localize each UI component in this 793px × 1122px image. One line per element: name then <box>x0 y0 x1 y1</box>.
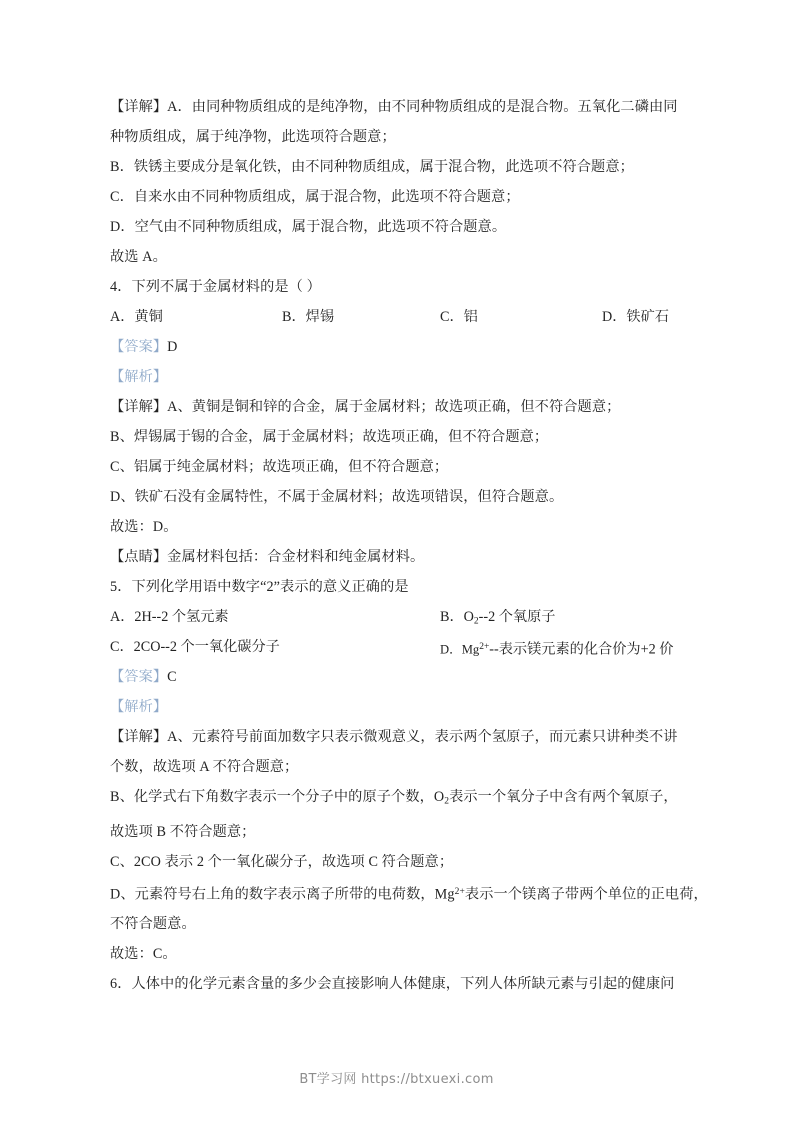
q5-option-d-prefix: D．Mg <box>440 642 480 657</box>
q4-answer-label: 【答案】 <box>110 339 168 355</box>
q5-options-row-2 <box>110 632 685 662</box>
q5-option-b-prefix: B．O <box>440 609 474 625</box>
q5-answer-label: 【答案】 <box>110 669 168 685</box>
q4-highlight-text: 金属材料包括：合金材料和纯金属材料。 <box>167 549 425 565</box>
q4-options-row <box>110 302 685 332</box>
q3-explanation-line-3: B．铁锈主要成分是氧化铁，由不同种物质组成，属于混合物，此选项不符合题意； <box>110 159 634 175</box>
q5-explanation-line-1: 【详解】A、元素符号前面加数字只表示微观意义，表示两个氢原子，而元素只讲种类不讲 <box>110 729 678 745</box>
q5-explanation-line-6 <box>110 877 708 910</box>
q6-stem: 6．人体中的化学元素含量的多少会直接影响人体健康，下列人体所缺元素与引起的健康问 <box>110 976 675 993</box>
q4-conclusion: 故选：D。 <box>110 519 178 535</box>
q4-explanation-line-3: C、铝属于纯金属材料；故选项正确，但不符合题意； <box>110 459 449 475</box>
document-content <box>110 92 708 999</box>
q4-highlight-row <box>110 542 685 572</box>
q3-explanation-line-1: 【详解】A．由同种物质组成的是纯净物，由不同种物质组成的是混合物。五氧化二磷由同 <box>110 99 678 115</box>
q4-stem: 4．下列不属于金属材料的是（ ） <box>110 279 321 295</box>
q4-analysis-row <box>110 362 685 392</box>
page-watermark: BT学习网 https://btxuexi.com <box>299 1072 494 1087</box>
q5-explanation-line-6-suffix: 表示一个镁离子带两个单位的正电荷， <box>464 886 708 903</box>
q5-options-row-1 <box>110 602 685 632</box>
q5-option-b-subscript: 2 <box>473 616 479 627</box>
q5-option-d-suffix: --表示镁元素的化合价为+2 价 <box>489 641 674 658</box>
q3-explanation-line-5: D．空气由不同种物质组成，属于混合物，此选项不符合题意。 <box>110 219 507 235</box>
q5-explanation-line-3-prefix: B、化学式右下角数字表示一个分子中的原子个数，O <box>110 789 445 805</box>
q5-explanation-line-6-superscript: 2+ <box>454 886 465 897</box>
q5-analysis-row <box>110 692 685 722</box>
q4-option-c[interactable]: C．铝 <box>440 309 478 325</box>
q5-explanation-line-3-subscript: 2 <box>444 796 450 807</box>
q4-analysis-label: 【解析】 <box>110 369 168 385</box>
q3-explanation-line-2: 种物质组成，属于纯净物，此选项符合题意； <box>110 129 396 145</box>
q5-option-d[interactable] <box>440 632 673 665</box>
q5-analysis-label: 【解析】 <box>110 699 168 715</box>
q4-explanation-line-1: 【详解】A、黄铜是铜和锌的合金，属于金属材料；故选项正确，但不符合题意； <box>110 399 621 415</box>
q5-explanation-line-3-suffix: 表示一个氧分子中含有两个氧原子， <box>449 789 678 805</box>
q5-explanation-line-5: C、2CO 表示 2 个一氧化碳分子，故选项 C 符合题意； <box>110 853 454 870</box>
q4-highlight-label: 【点睛】 <box>110 549 168 565</box>
q5-explanation-line-4: 故选项 B 不符合题意； <box>110 823 256 840</box>
q4-option-d[interactable]: D．铁矿石 <box>602 309 669 325</box>
q4-option-a[interactable]: A．黄铜 <box>110 309 163 325</box>
q5-option-a[interactable]: A．2H--2 个氢元素 <box>110 609 229 625</box>
q5-option-c[interactable]: C．2CO--2 个一氧化碳分子 <box>110 639 280 655</box>
q3-conclusion: 故选 A。 <box>110 249 167 265</box>
q5-stem: 5．下列化学用语中数字“2”表示的意义正确的是 <box>110 579 409 595</box>
q3-explanation-line-4: C．自来水由不同种物质组成，属于混合物，此选项不符合题意； <box>110 189 520 205</box>
q4-explanation-line-4: D、铁矿石没有金属特性，不属于金属材料；故选项错误，但符合题意。 <box>110 489 564 505</box>
q5-answer-row <box>110 662 685 692</box>
q4-option-b[interactable]: B．焊锡 <box>282 309 335 325</box>
q4-answer-value: D <box>167 339 178 355</box>
q5-option-d-superscript: 2+ <box>479 642 490 652</box>
q4-answer-row <box>110 332 685 362</box>
q4-explanation-line-2: B、焊锡属于锡的合金，属于金属材料；故选项正确，但不符合题意； <box>110 429 549 445</box>
q5-explanation-line-6-prefix: D、元素符号右上角的数字表示离子所带的电荷数，Mg <box>110 886 455 903</box>
q5-explanation-line-3 <box>110 782 685 817</box>
q5-option-b-suffix: --2 个氧原子 <box>478 609 556 625</box>
q5-answer-value: C <box>167 669 177 685</box>
q5-explanation-line-2: 个数，故选项 A 不符合题意； <box>110 759 299 775</box>
q5-conclusion: 故选：C。 <box>110 946 177 963</box>
q5-explanation-line-7: 不符合题意。 <box>110 916 196 933</box>
